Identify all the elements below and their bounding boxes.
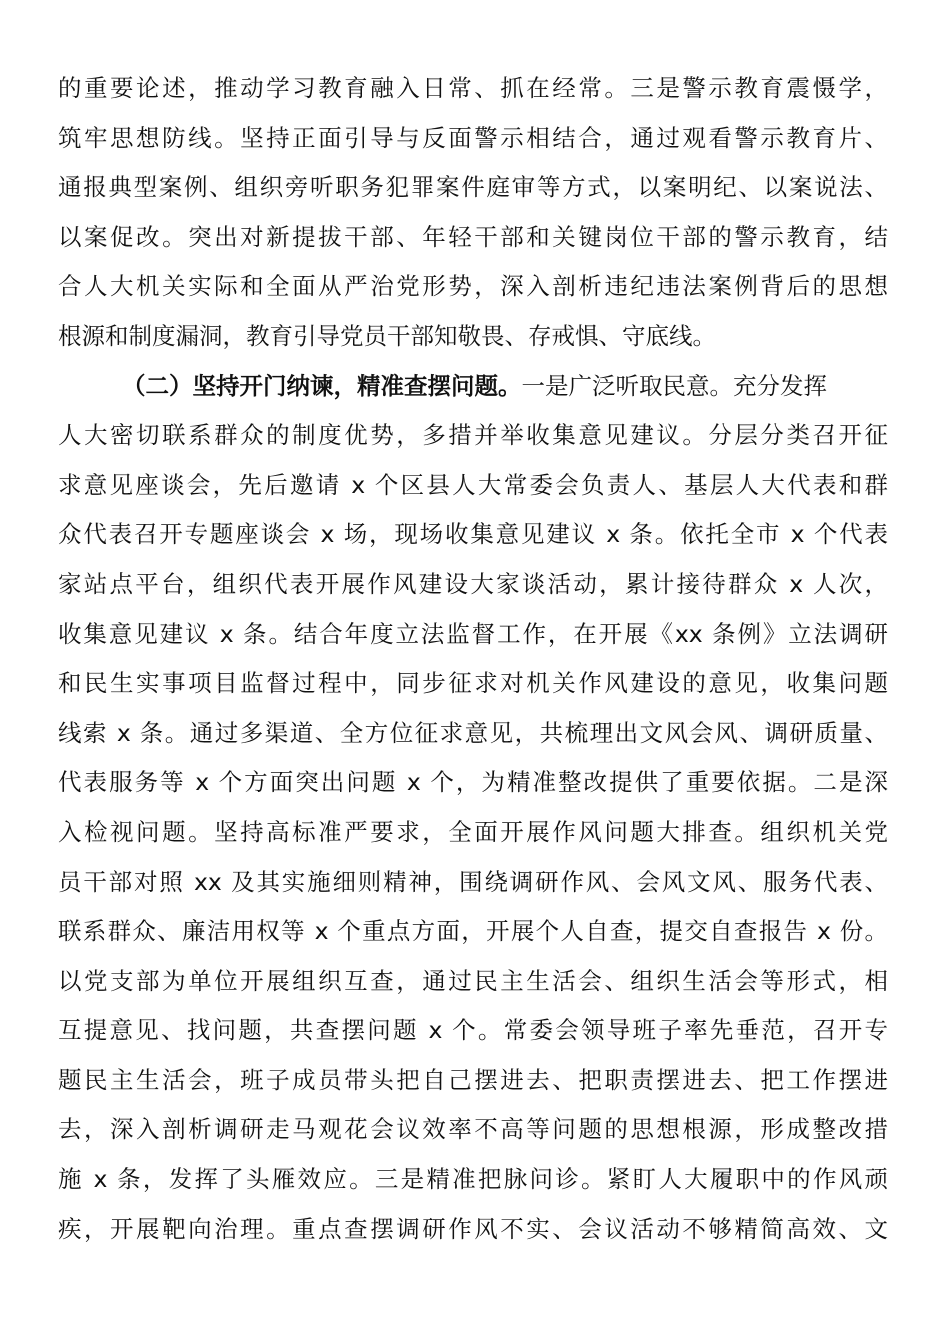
document-body	[58, 64, 888, 1254]
paragraph-line: 收集意见建议 x 条。结合年度立法监督工作，在开展《xx 条例》立法调研	[58, 619, 888, 648]
paragraph-line: 线索 x 条。通过多渠道、全方位征求意见，共梳理出文风会风、调研质量、	[58, 718, 888, 747]
paragraph-line: 众代表召开专题座谈会 x 场，现场收集意见建议 x 条。依托全市 x 个代表	[58, 520, 888, 549]
paragraph-line: 和民生实事项目监督过程中，同步征求对机关作风建设的意见，收集问题	[58, 669, 888, 698]
paragraph-line: 以党支部为单位开展组织互查，通过民主生活会、组织生活会等形式，相	[58, 966, 888, 995]
paragraph-line: 施 x 条，发挥了头雁效应。三是精准把脉问诊。紧盯人大履职中的作风顽	[58, 1165, 888, 1194]
paragraph-line: 以案促改。突出对新提拔干部、年轻干部和关键岗位干部的警示教育，结	[58, 222, 888, 251]
paragraph-line: 去，深入剖析调研走马观花会议效率不高等问题的思想根源，形成整改措	[58, 1115, 888, 1144]
paragraph-line: 题民主生活会，班子成员带头把自己摆进去、把职责摆进去、把工作摆进	[58, 1065, 888, 1094]
paragraph-line: 家站点平台，组织代表开展作风建设大家谈活动，累计接待群众 x 人次，	[58, 569, 888, 598]
paragraph-first-line	[58, 362, 888, 412]
paragraph-line: 疾，开展靶向治理。重点查摆调研作风不实、会议活动不够精简高效、文	[58, 1214, 888, 1243]
paragraph-line: 员干部对照 xx 及其实施细则精神，围绕调研作风、会风文风、服务代表、	[58, 867, 888, 896]
section-heading: （二）坚持开门纳谏，精准查摆问题。	[122, 371, 522, 400]
paragraph-line: 人大密切联系群众的制度优势，多措并举收集意见建议。分层分类召开征	[58, 421, 888, 450]
paragraph-line: 根源和制度漏洞，教育引导党员干部知敬畏、存戒惧、守底线。	[58, 321, 716, 350]
paragraph-line: 入检视问题。坚持高标准严要求，全面开展作风问题大排查。组织机关党	[58, 817, 888, 846]
paragraph-1	[58, 64, 888, 362]
paragraph-line: 合人大机关实际和全面从严治党形势，深入剖析违纪违法案例背后的思想	[58, 272, 888, 301]
paragraph-line: 联系群众、廉洁用权等 x 个重点方面，开展个人自查，提交自查报告 x 份。	[58, 917, 888, 946]
paragraph-line: 求意见座谈会，先后邀请 x 个区县人大常委会负责人、基层人大代表和群	[58, 470, 888, 499]
paragraph-line-text: 一是广泛听取民意。充分发挥	[521, 371, 827, 400]
paragraph-line: 互提意见、找问题，共查摆问题 x 个。常委会领导班子率先垂范，召开专	[58, 1016, 888, 1045]
paragraph-2	[58, 362, 888, 1255]
paragraph-line: 筑牢思想防线。坚持正面引导与反面警示相结合，通过观看警示教育片、	[58, 123, 888, 152]
paragraph-line: 代表服务等 x 个方面突出问题 x 个，为精准整改提供了重要依据。二是深	[58, 768, 888, 797]
paragraph-line: 通报典型案例、组织旁听职务犯罪案件庭审等方式，以案明纪、以案说法、	[58, 173, 888, 202]
paragraph-line: 的重要论述，推动学习教育融入日常、抓在经常。三是警示教育震慑学，	[58, 74, 888, 102]
